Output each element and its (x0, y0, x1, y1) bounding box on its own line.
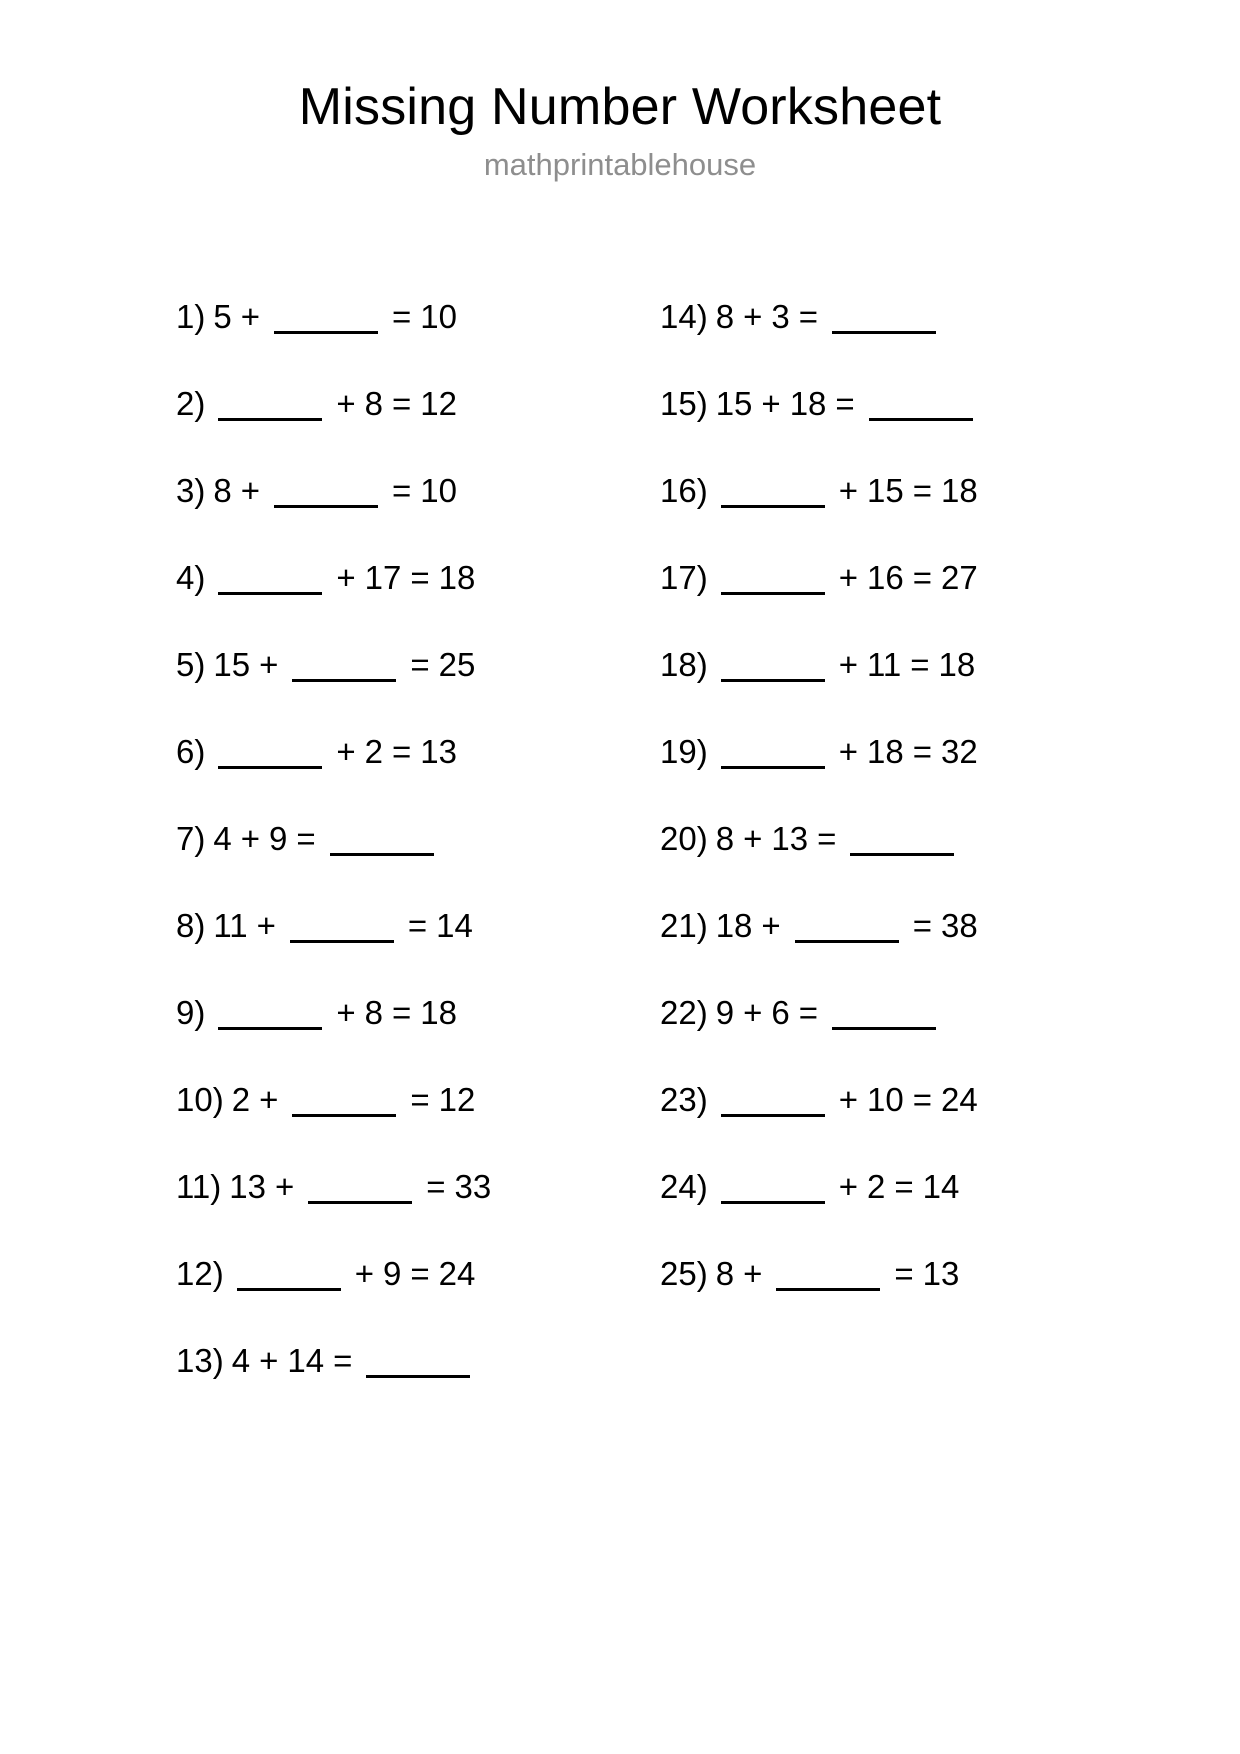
answer-blank[interactable] (218, 1027, 322, 1030)
worksheet-header (0, 0, 1240, 182)
result-value: 12 (420, 385, 457, 422)
problems-container (0, 300, 1240, 1431)
operand-second: 14 (287, 1342, 325, 1379)
problem-number: 20) (660, 820, 708, 857)
equals-operator: = (410, 559, 430, 596)
operand-first: 15 (715, 385, 753, 422)
result-value: 32 (940, 733, 978, 770)
answer-blank[interactable] (850, 853, 954, 856)
answer-blank[interactable] (721, 766, 825, 769)
result-value: 13 (420, 733, 457, 770)
problem-number: 11) (176, 1168, 222, 1205)
operand-second: 8 (364, 994, 383, 1031)
operand-second: 9 (268, 820, 288, 857)
equals-operator: = (391, 472, 412, 509)
problem-number: 10) (176, 1081, 224, 1118)
problem-row (176, 474, 616, 561)
equals-operator: = (410, 1255, 430, 1292)
result-value: 27 (940, 559, 978, 596)
equals-operator: = (410, 1081, 430, 1118)
operand-first: 5 (213, 298, 232, 335)
problem-number: 24) (660, 1168, 708, 1205)
equals-operator: = (912, 1081, 932, 1118)
plus-operator: + (240, 298, 260, 335)
result-value: 24 (438, 1255, 476, 1292)
plus-operator: + (743, 994, 763, 1031)
problem-number: 13) (176, 1342, 224, 1379)
result-value: 18 (420, 994, 457, 1031)
operand-first: 9 (715, 994, 735, 1031)
answer-blank[interactable] (330, 853, 434, 856)
problem-number: 1) (176, 298, 206, 335)
equals-operator: = (410, 646, 430, 683)
plus-operator: + (259, 1081, 279, 1118)
plus-operator: + (743, 1255, 763, 1292)
equals-operator: = (894, 1255, 914, 1292)
operand-first: 8 (213, 472, 232, 509)
problem-row (176, 1257, 616, 1344)
plus-operator: + (838, 559, 858, 596)
plus-operator: + (838, 733, 858, 770)
answer-blank[interactable] (721, 592, 825, 595)
answer-blank[interactable] (292, 1114, 396, 1117)
problem-row (660, 474, 1100, 561)
problem-number: 22) (660, 994, 708, 1031)
problem-row (660, 387, 1100, 474)
operand-second: 16 (866, 559, 904, 596)
operand-second: 17 (364, 559, 402, 596)
problem-row (176, 648, 616, 735)
plus-operator: + (761, 385, 781, 422)
plus-operator: + (838, 472, 858, 509)
operand-second: 10 (866, 1081, 904, 1118)
problem-row (660, 1083, 1100, 1170)
problem-row (176, 909, 616, 996)
result-value: 25 (438, 646, 476, 683)
operand-second: 8 (364, 385, 383, 422)
plus-operator: + (838, 1081, 858, 1118)
answer-blank[interactable] (237, 1288, 341, 1291)
equals-operator: = (817, 820, 837, 857)
result-value: 24 (940, 1081, 978, 1118)
operand-second: 18 (866, 733, 904, 770)
result-value: 18 (940, 472, 978, 509)
answer-blank[interactable] (795, 940, 899, 943)
plus-operator: + (259, 1342, 279, 1379)
problem-row (176, 561, 616, 648)
answer-blank[interactable] (274, 331, 378, 334)
result-value: 12 (438, 1081, 476, 1118)
equals-operator: = (407, 907, 428, 944)
problem-row (660, 1170, 1100, 1257)
problem-row (660, 1257, 1100, 1344)
equals-operator: = (912, 472, 932, 509)
page-subtitle: mathprintablehouse (483, 147, 757, 183)
equals-operator: = (391, 994, 412, 1031)
operand-second: 11 (866, 646, 902, 683)
answer-blank[interactable] (721, 1114, 825, 1117)
plus-operator: + (336, 994, 356, 1031)
result-value: 13 (922, 1255, 960, 1292)
problems-column-left (176, 300, 616, 1431)
problem-number: 7) (176, 820, 206, 857)
operand-first: 8 (715, 298, 735, 335)
answer-blank[interactable] (290, 940, 394, 943)
equals-operator: = (912, 907, 932, 944)
plus-operator: + (259, 646, 279, 683)
plus-operator: + (838, 1168, 858, 1205)
plus-operator: + (761, 907, 781, 944)
problem-row (176, 1344, 616, 1431)
problem-row (176, 300, 616, 387)
problem-number: 4) (176, 559, 206, 596)
equals-operator: = (391, 385, 412, 422)
operand-first: 8 (715, 820, 735, 857)
operand-second: 2 (364, 733, 383, 770)
result-value: 14 (436, 907, 473, 944)
result-value: 18 (938, 646, 976, 683)
plus-operator: + (256, 907, 276, 944)
operand-second: 13 (771, 820, 809, 857)
equals-operator: = (798, 994, 818, 1031)
operand-first: 4 (231, 1342, 251, 1379)
problem-number: 25) (660, 1255, 708, 1292)
problem-row (660, 735, 1100, 822)
operand-second: 2 (866, 1168, 886, 1205)
answer-blank[interactable] (292, 679, 396, 682)
answer-blank[interactable] (832, 1027, 936, 1030)
plus-operator: + (274, 1168, 295, 1205)
operand-second: 18 (789, 385, 827, 422)
operand-first: 2 (231, 1081, 251, 1118)
plus-operator: + (743, 298, 763, 335)
plus-operator: + (336, 385, 356, 422)
operand-second: 9 (382, 1255, 402, 1292)
problem-row (660, 648, 1100, 735)
operand-first: 11 (213, 907, 248, 944)
problem-number: 5) (176, 646, 206, 683)
problem-row (176, 1083, 616, 1170)
result-value: 33 (454, 1168, 492, 1205)
problem-row (176, 1170, 616, 1257)
plus-operator: + (240, 820, 260, 857)
problem-number: 14) (660, 298, 708, 335)
plus-operator: + (354, 1255, 374, 1292)
problem-number: 18) (660, 646, 708, 683)
equals-operator: = (426, 1168, 446, 1205)
problem-row (176, 735, 616, 822)
problem-number: 6) (176, 733, 206, 770)
answer-blank[interactable] (832, 331, 936, 334)
problem-number: 17) (660, 559, 708, 596)
problem-row (660, 300, 1100, 387)
problem-row (176, 387, 616, 474)
answer-blank[interactable] (721, 1201, 825, 1204)
problem-row (176, 822, 616, 909)
operand-second: 6 (771, 994, 790, 1031)
equals-operator: = (835, 385, 855, 422)
problem-number: 12) (176, 1255, 224, 1292)
operand-second: 3 (771, 298, 790, 335)
problem-number: 3) (176, 472, 206, 509)
equals-operator: = (910, 646, 930, 683)
answer-blank[interactable] (776, 1288, 880, 1291)
problems-column-right (660, 300, 1100, 1344)
problem-number: 9) (176, 994, 206, 1031)
answer-blank[interactable] (721, 679, 825, 682)
page-title: Missing Number Worksheet (298, 78, 942, 136)
equals-operator: = (391, 733, 412, 770)
answer-blank[interactable] (218, 418, 322, 421)
answer-blank[interactable] (869, 418, 973, 421)
problem-row (660, 909, 1100, 996)
operand-first: 13 (229, 1168, 266, 1205)
problem-number: 19) (660, 733, 708, 770)
equals-operator: = (391, 298, 412, 335)
problem-number: 15) (660, 385, 708, 422)
plus-operator: + (336, 559, 356, 596)
result-value: 38 (940, 907, 978, 944)
operand-first: 15 (213, 646, 251, 683)
result-value: 18 (438, 559, 476, 596)
operand-first: 18 (715, 907, 753, 944)
answer-blank[interactable] (218, 592, 322, 595)
problem-number: 8) (176, 907, 206, 944)
equals-operator: = (912, 733, 932, 770)
answer-blank[interactable] (218, 766, 322, 769)
answer-blank[interactable] (308, 1201, 412, 1204)
equals-operator: = (912, 559, 932, 596)
result-value: 10 (420, 472, 457, 509)
equals-operator: = (798, 298, 818, 335)
equals-operator: = (894, 1168, 914, 1205)
operand-second: 15 (866, 472, 904, 509)
answer-blank[interactable] (274, 505, 378, 508)
result-value: 10 (420, 298, 457, 335)
plus-operator: + (240, 472, 260, 509)
plus-operator: + (336, 733, 356, 770)
problem-number: 23) (660, 1081, 708, 1118)
operand-first: 4 (213, 820, 232, 857)
problem-number: 2) (176, 385, 206, 422)
problem-row (660, 996, 1100, 1083)
answer-blank[interactable] (366, 1375, 470, 1378)
equals-operator: = (333, 1342, 353, 1379)
equals-operator: = (296, 820, 316, 857)
plus-operator: + (838, 646, 858, 683)
problem-number: 16) (660, 472, 708, 509)
result-value: 14 (922, 1168, 960, 1205)
plus-operator: + (743, 820, 763, 857)
problem-number: 21) (660, 907, 708, 944)
answer-blank[interactable] (721, 505, 825, 508)
problem-row (660, 561, 1100, 648)
operand-first: 8 (715, 1255, 735, 1292)
problem-row (660, 822, 1100, 909)
problem-row (176, 996, 616, 1083)
